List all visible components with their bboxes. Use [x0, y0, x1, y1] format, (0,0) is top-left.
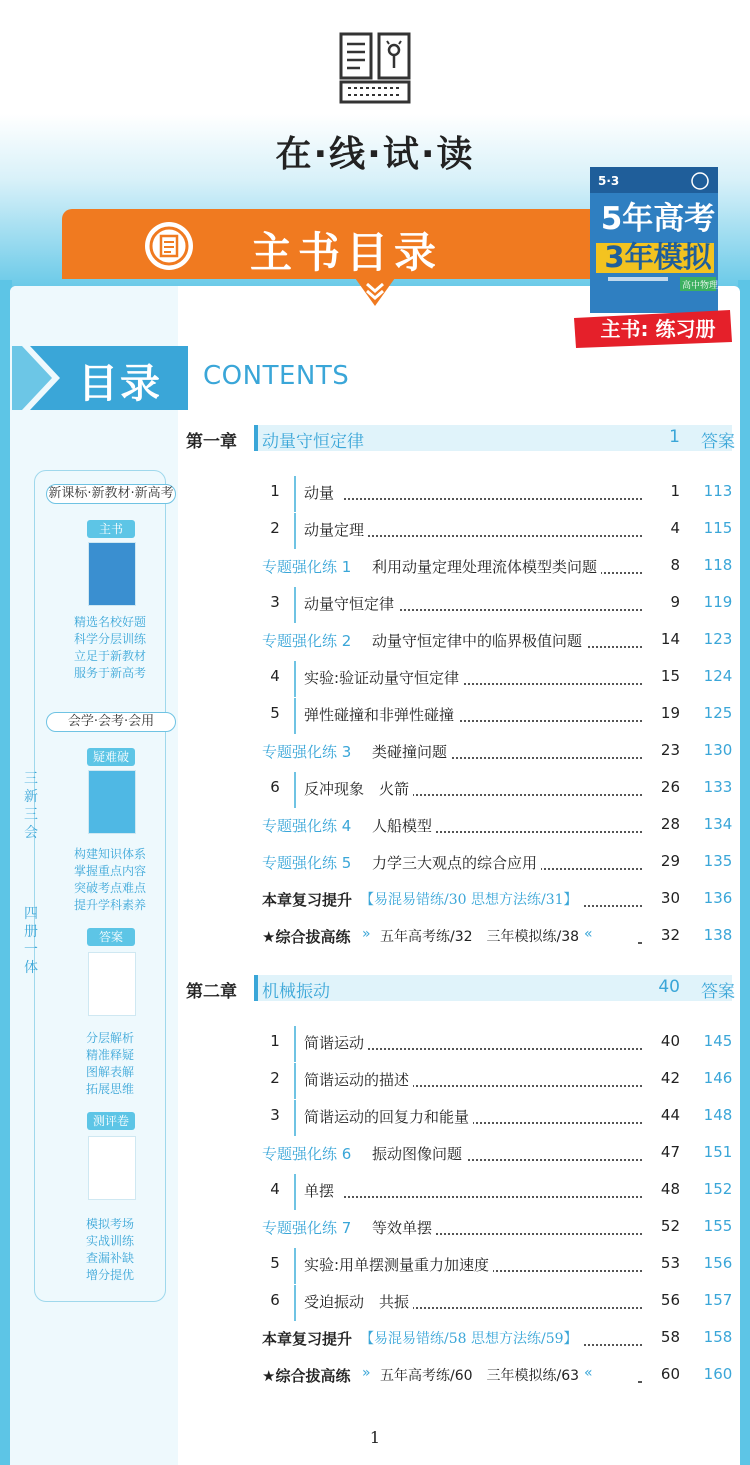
- star-detail: 五年高考练/60 三年模拟练/63: [380, 1365, 583, 1385]
- entry-answer-page: 125: [703, 704, 733, 722]
- entry-page: 44: [660, 1106, 680, 1124]
- entry-page: 56: [660, 1291, 680, 1309]
- contents-heading-en: CONTENTS: [203, 361, 350, 391]
- section-number: 6: [270, 1291, 280, 1309]
- banner-title: 主书目录: [250, 228, 443, 277]
- section-number: 4: [270, 667, 280, 685]
- review-detail: 【易混易错练/58 思想方法练/59】: [360, 1328, 582, 1348]
- sidebar-desc-main-book: 精选名校好题 科学分层训练 立足于新教材 服务于新高考: [73, 615, 146, 680]
- entry-answer-page: 157: [703, 1291, 733, 1309]
- review-detail: 【易混易错练/30 思想方法练/31】: [360, 889, 582, 909]
- entry-title: 实验:验证动量守恒定律: [304, 667, 463, 688]
- entry-title: 力学三大观点的综合应用: [372, 852, 541, 873]
- star-detail: 五年高考练/32 三年模拟练/38: [380, 926, 583, 946]
- toc-entry: [186, 852, 738, 876]
- entry-page: 19: [660, 704, 680, 722]
- toc-entry: [186, 593, 738, 617]
- leader-dots: [412, 819, 642, 833]
- entry-page: 1: [670, 482, 680, 500]
- entry-answer-page: 123: [703, 630, 733, 648]
- toc-entry: [186, 482, 738, 506]
- book-cover-title: 5年高考: [600, 201, 716, 237]
- section-number: 3: [270, 1106, 280, 1124]
- sidebar-vertical-text-2: 四册一体: [24, 906, 38, 976]
- section-number: 3: [270, 593, 280, 611]
- page-number: 1: [369, 1428, 381, 1447]
- entry-answer-page: 152: [703, 1180, 733, 1198]
- chapter-answer-label: 答案: [701, 982, 735, 1002]
- answers-book-thumbnail: [88, 952, 136, 1016]
- entry-title: 实验:用单摆测量重力加速度: [304, 1254, 493, 1275]
- tests-book-thumbnail: [88, 1136, 136, 1200]
- section-number: 6: [270, 778, 280, 796]
- section-number: 1: [270, 482, 280, 500]
- entry-answer-page: 134: [703, 815, 733, 833]
- chapter-page: 40: [658, 977, 680, 997]
- special-practice-tag: 专题强化练 1: [262, 556, 355, 577]
- entry-page: 40: [660, 1032, 680, 1050]
- entry-page: 29: [660, 852, 680, 870]
- toc-entry: [186, 1032, 738, 1056]
- chapter-label: 第一章: [186, 432, 237, 452]
- toc-entry: [186, 704, 738, 728]
- toc-entry: [186, 1069, 738, 1093]
- toc-entry: [186, 556, 738, 580]
- toc-entry: [186, 1106, 738, 1130]
- contents-heading-cn: 目录: [78, 361, 162, 407]
- star-tag: ★综合拔高练: [262, 926, 354, 947]
- special-practice-tag: 专题强化练 7: [262, 1217, 355, 1238]
- entry-page: 42: [660, 1069, 680, 1087]
- sidebar-vertical-text-1: 三新三会: [24, 771, 38, 841]
- leader-dots: [344, 1036, 642, 1050]
- review-tag: 本章复习提升: [262, 1328, 356, 1349]
- section-divider: [294, 772, 296, 808]
- entry-answer-page: 130: [703, 741, 733, 759]
- section-divider: [294, 513, 296, 549]
- entry-title: 人船模型: [372, 815, 436, 836]
- book-cover-subtitle: 3年模拟: [604, 240, 712, 274]
- double-chevron-right-icon: »: [362, 1365, 375, 1381]
- entry-page: 4: [670, 519, 680, 537]
- entry-answer-page: 124: [703, 667, 733, 685]
- special-practice-tag: 专题强化练 6: [262, 1143, 355, 1164]
- online-reading-title: 在·线·试·读: [275, 134, 475, 175]
- toc-entry: [186, 1143, 738, 1167]
- double-chevron-left-icon: «: [584, 1365, 597, 1381]
- sidebar-label-difficulty: 疑难破: [87, 748, 135, 766]
- entry-title: 等效单摆: [372, 1217, 436, 1238]
- entry-page: 58: [660, 1328, 680, 1346]
- entry-page: 47: [660, 1143, 680, 1161]
- chapter-title: 动量守恒定律: [262, 432, 364, 452]
- section-number: 5: [270, 704, 280, 722]
- entry-page: 14: [660, 630, 680, 648]
- entry-title: 反冲现象 火箭: [304, 778, 413, 799]
- toc-entry: [186, 815, 738, 839]
- chapter-header: [186, 975, 738, 1003]
- entry-page: 32: [660, 926, 680, 944]
- entry-page: 26: [660, 778, 680, 796]
- entry-title: 类碰撞问题: [372, 741, 451, 762]
- entry-page: 28: [660, 815, 680, 833]
- entry-page: 15: [660, 667, 680, 685]
- entry-page: 52: [660, 1217, 680, 1235]
- star-tag: ★综合拔高练: [262, 1365, 354, 1386]
- entry-title: 受迫振动 共振: [304, 1291, 413, 1312]
- leader-dots: [344, 1184, 642, 1198]
- toc-entry: [186, 1217, 738, 1241]
- entry-answer-page: 118: [703, 556, 733, 574]
- chapter-label: 第二章: [186, 982, 237, 1002]
- sidebar-caption-mid: 会学·会考·会用: [46, 712, 176, 732]
- sidebar-desc-tests: 模拟考场 实战训练 查漏补缺 增分提优: [85, 1217, 134, 1282]
- toc-entry: [186, 926, 738, 950]
- leader-dots: [412, 1221, 642, 1235]
- toc-entry: [186, 630, 738, 654]
- entry-answer-page: 156: [703, 1254, 733, 1272]
- special-practice-tag: 专题强化练 4: [262, 815, 355, 836]
- double-chevron-right-icon: »: [362, 926, 375, 942]
- sidebar-desc-difficulty: 构建知识体系 掌握重点内容 突破考点难点 提升学科素养: [73, 847, 146, 912]
- entry-answer-page: 113: [703, 482, 733, 500]
- online-reading-icon: [338, 30, 412, 104]
- entry-answer-page: 155: [703, 1217, 733, 1235]
- toc-entry: [186, 1180, 738, 1204]
- section-divider: [294, 587, 296, 623]
- entry-title: 简谐运动的描述: [304, 1069, 413, 1090]
- entry-page: 53: [660, 1254, 680, 1272]
- special-practice-tag: 专题强化练 3: [262, 741, 355, 762]
- section-divider: [294, 476, 296, 512]
- toc-entry: [186, 1328, 738, 1352]
- double-chevron-left-icon: «: [584, 926, 597, 942]
- special-practice-tag: 专题强化练 5: [262, 852, 355, 873]
- chapter-title: 机械振动: [262, 982, 330, 1002]
- entry-title: 动量: [304, 482, 338, 503]
- entry-answer-page: 146: [703, 1069, 733, 1087]
- entry-answer-page: 160: [703, 1365, 733, 1383]
- section-number: 4: [270, 1180, 280, 1198]
- toc-entry: [186, 1291, 738, 1315]
- toc-entry: [186, 741, 738, 765]
- section-divider: [294, 1285, 296, 1321]
- section-number: 2: [270, 519, 280, 537]
- section-number: 1: [270, 1032, 280, 1050]
- entry-answer-page: 148: [703, 1106, 733, 1124]
- difficulty-book-thumbnail: [88, 770, 136, 834]
- section-divider: [294, 1174, 296, 1210]
- sidebar-label-tests: 测评卷: [87, 1112, 135, 1130]
- chapter-header: [186, 425, 738, 453]
- entry-answer-page: 133: [703, 778, 733, 796]
- main-book-thumbnail: [88, 542, 136, 606]
- sidebar-label-answers: 答案: [87, 928, 135, 946]
- section-number: 5: [270, 1254, 280, 1272]
- entry-title: 简谐运动的回复力和能量: [304, 1106, 473, 1127]
- entry-title: 动量守恒定律: [304, 593, 398, 614]
- chapter-page: 1: [669, 427, 680, 447]
- toc-entry: [186, 889, 738, 913]
- entry-answer-page: 115: [703, 519, 733, 537]
- entry-answer-page: 136: [703, 889, 733, 907]
- toc-entry: [186, 519, 738, 543]
- special-practice-tag: 专题强化练 2: [262, 630, 355, 651]
- leader-dots: [344, 486, 642, 500]
- leader-dots: [638, 930, 642, 944]
- section-divider: [294, 1100, 296, 1136]
- list-icon: [145, 222, 193, 270]
- toc-entry: [186, 1365, 738, 1389]
- toc-entry: [186, 1254, 738, 1278]
- entry-page: 23: [660, 741, 680, 759]
- sidebar-label-main-book: 主书: [87, 520, 135, 538]
- entry-title: 动量守恒定律中的临界极值问题: [372, 630, 586, 651]
- entry-answer-page: 119: [703, 593, 733, 611]
- section-divider: [294, 1063, 296, 1099]
- toc-entry: [186, 778, 738, 802]
- section-number: 2: [270, 1069, 280, 1087]
- sidebar-desc-answers: 分层解析 精准释疑 图解表解 拓展思维: [85, 1031, 134, 1096]
- sidebar-caption-top: 新课标·新教材·新高考: [46, 484, 176, 504]
- entry-answer-page: 138: [703, 926, 733, 944]
- entry-answer-page: 158: [703, 1328, 733, 1346]
- entry-title: 弹性碰撞和非弹性碰撞: [304, 704, 458, 725]
- entry-page: 30: [660, 889, 680, 907]
- toc-entry: [186, 667, 738, 691]
- entry-title: 简谐运动: [304, 1032, 368, 1053]
- section-divider: [294, 698, 296, 734]
- entry-title: 动量定理: [304, 519, 368, 540]
- section-divider: [294, 661, 296, 697]
- chapter-answer-label: 答案: [701, 432, 735, 452]
- review-tag: 本章复习提升: [262, 889, 356, 910]
- entry-page: 9: [670, 593, 680, 611]
- entry-answer-page: 151: [703, 1143, 733, 1161]
- leader-dots: [344, 523, 642, 537]
- entry-title: 单摆: [304, 1180, 338, 1201]
- entry-page: 48: [660, 1180, 680, 1198]
- svg-text:5·3: 5·3: [598, 174, 620, 188]
- entry-title: 振动图像问题: [372, 1143, 466, 1164]
- entry-answer-page: 135: [703, 852, 733, 870]
- book-tag-label: 主书: 练习册: [600, 317, 716, 341]
- leader-dots: [638, 1369, 642, 1383]
- section-divider: [294, 1248, 296, 1284]
- entry-title: 利用动量定理处理流体模型类问题: [372, 556, 601, 577]
- chevron-down-icon: [355, 278, 395, 308]
- section-divider: [294, 1026, 296, 1062]
- book-cover-subject: 高中物理: [681, 281, 718, 291]
- entry-page: 8: [670, 556, 680, 574]
- entry-page: 60: [660, 1365, 680, 1383]
- entry-answer-page: 145: [703, 1032, 733, 1050]
